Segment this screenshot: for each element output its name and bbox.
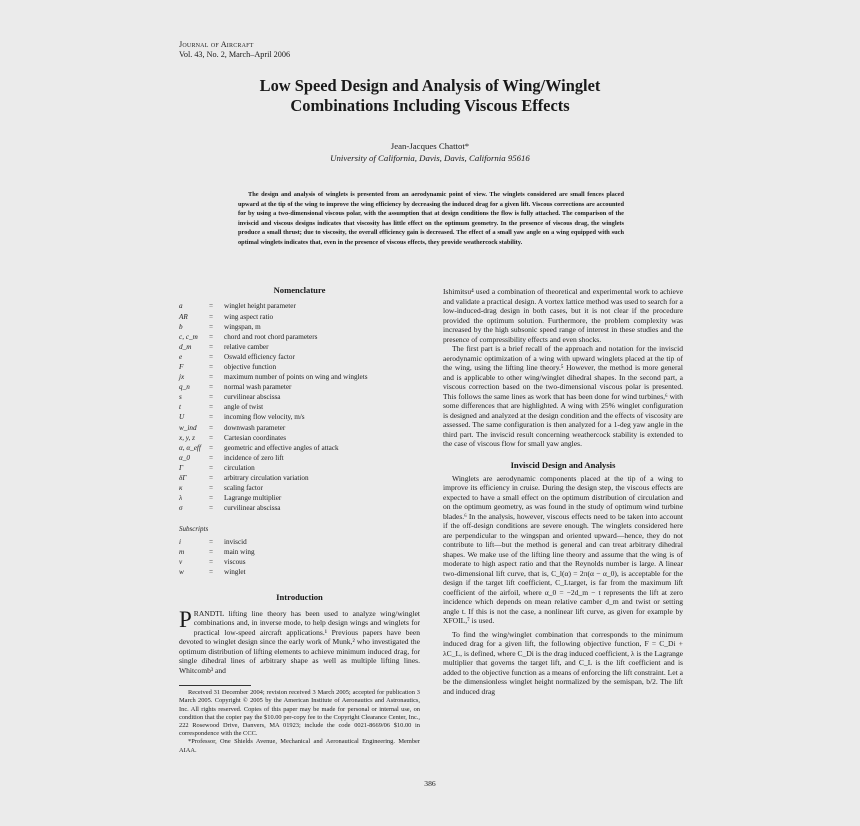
nomenclature-row [179, 443, 420, 453]
right-column [443, 287, 683, 696]
definition: viscous [224, 558, 246, 567]
symbol: b [179, 322, 183, 331]
nomenclature-row [179, 493, 420, 503]
equals-sign: = [209, 393, 214, 402]
symbol: c, c_m [179, 332, 198, 341]
symbol: q_n [179, 383, 190, 392]
symbol: m [179, 547, 185, 556]
author-name: Jean-Jacques Chattot* [390, 141, 470, 151]
paper-title [179, 76, 681, 116]
inviscid-section-heading: Inviscid Design and Analysis [510, 459, 616, 470]
definition: scaling factor [224, 484, 263, 493]
equals-sign: = [209, 312, 214, 321]
symbol: κ [179, 484, 183, 493]
definition: angle of twist [224, 403, 264, 412]
nomenclature-row [179, 372, 420, 382]
nomenclature-row [179, 332, 420, 342]
equals-sign: = [209, 568, 214, 577]
symbol: a [179, 302, 183, 311]
definition: incoming flow velocity, m/s [224, 413, 305, 422]
equals-sign: = [209, 342, 214, 351]
subscripts-label: Subscripts [179, 525, 209, 534]
title-line-1: Low Speed Design and Analysis of Wing/Winglet [259, 76, 601, 95]
nomenclature-heading: Nomenclature [273, 285, 326, 295]
nomenclature-row [179, 312, 420, 322]
symbol: δΓ [179, 474, 187, 483]
nomenclature-row [179, 503, 420, 513]
right-paragraph-4: To find the wing/winglet combination that corresponds to the minimum induced drag for a given lift, the following objective function, F = C_Di + λC_L, is defined, where C_Di is the drag induced coefficient, λ is the Lagrange multiplier that governs the target lift, and C_L is the lift coefficient and is added to the objective function as a means of enforcing the lift constraint. Let a be the dimensionless winglet height normalized by the semispan, b/2. The lift and induced drag [443, 629, 683, 696]
subscript-row [179, 537, 420, 547]
nomenclature-row [179, 392, 420, 402]
equals-sign: = [209, 383, 214, 392]
footnote-professor: *Professor, One Shields Avenue, Mechanical and Aeronautical Engineering. Member AIAA. [179, 738, 420, 754]
subscript-row [179, 557, 420, 567]
equals-sign: = [209, 537, 214, 546]
symbol: w [179, 568, 184, 577]
right-paragraph-1: Ishimitsu⁴ used a combination of theoretical and experimental work to achieve and validate a practical design. A vortex lattice method was used to search for a low-induced-drag design in both cases, but it is not clear if the procedure provided the optimum solution. Furthermore, the problem complexity was increased by the high subsonic speed range of interest in these studies and the presence of compressibility effects and even shocks. [443, 287, 683, 344]
drop-cap: P [179, 606, 192, 632]
right-paragraph-2: The first part is a brief recall of the approach and notation for the inviscid aerodynamic optimization of a wing with upward winglets placed at the tip of the wing, using the lifting line theory.⁵ However, the method is more general and is applicable to other wing/winglet dihedral shapes. In the second part, a viscous correction based on the two-dimensional viscous polar is presented. This follows the same lines as work that has been done for wind turbines,⁶ with some differences that are highlighted. A wing with 25% winglet configuration is designed and analyzed at the design condition and the effects of viscosity are assessed. The same configuration is then analyzed for a 1-deg yaw angle in the third part. The inviscid result concerning weathercock stability is extended to the case of viscous flow for small yaw angles. [443, 344, 683, 448]
definition: curvilinear abscissa [224, 393, 281, 402]
definition: maximum number of points on wing and winglets [224, 373, 368, 382]
journal-name: Journal of Aircraft [179, 40, 254, 49]
equals-sign: = [209, 373, 214, 382]
page-number: 386 [424, 779, 436, 788]
equals-sign: = [209, 413, 214, 422]
left-column [179, 284, 420, 755]
definition: geometric and effective angles of attack [224, 443, 339, 452]
subscript-row [179, 547, 420, 557]
introduction-text: RANDTL lifting line theory has been used to analyze wing/winglet combinations and, in inverse mode, to help design wings and winglets for practical low-speed aircraft applications.¹ Previous papers have been devoted to winglet design since the early work of Munk,² who investigated the optimum distribution of lifting elements to achieve minimum induced drag, for single dihedral lines of arbitrary shape as well as multiple lifting lines. Whitcomb³ and [179, 608, 420, 675]
definition: arbitrary circulation variation [224, 474, 309, 483]
subscripts-table [179, 537, 420, 577]
definition: Cartesian coordinates [224, 433, 287, 442]
symbol: AR [179, 312, 188, 321]
symbol: i [179, 537, 181, 546]
symbol: v [179, 558, 183, 567]
right-paragraph-3: Winglets are aerodynamic components placed at the tip of a wing to improve its efficiency in cruise. During the design step, the viscous effects are expected to have a small effect on the optimum distribution of circulation and on the optimum geometry, as was found in the study of optimum wind turbine blades.⁶ In the analysis, however, viscous effects need to be taken into account if the off-design conditions are severe enough. The winglets considered here are perpendicular to the wingspan and oriented upward—hence, they do not contribute to lift—but the method is general and can treat arbitrary dihedral shapes. We make use of the lifting line theory and assume that the wing is of moderate to high aspect ratio and that the Reynolds number is large. A linear two-dimensional lift curve, that is, C_l(α) = 2π(α − α_0), is acceptable for the design if the target lift coefficient, C_Ltarget, is far from the maximum lift coefficient of the airfoil, where α_0 = −2d_m − t represents the lift at zero incidence which depends on mean relative camber d_m and twist or setting angle t. If this is not the case, a nonlinear lift curve, as given for example by XFOIL,⁷ is used. [443, 473, 683, 626]
introduction-paragraph [179, 606, 420, 676]
equals-sign: = [209, 474, 214, 483]
nomenclature-row [179, 463, 420, 473]
equals-sign: = [209, 558, 214, 567]
definition: incidence of zero lift [224, 453, 284, 462]
footnote-received: Received 31 December 2004; revision received 3 March 2005; accepted for publication 3 March 2005. Copyright © 2005 by the American Institute of Aeronautics and Astronautics, Inc. All rights reserved. Copies of this paper may be made for personal or internal use, on condition that the copier pay the $10.00 per-copy fee to the Copyright Clearance Center, Inc., 222 Rosewood Drive, Danvers, MA 01923; include the code 0021-8669/06 $10.00 in correspondence with the CCC. [179, 689, 420, 738]
symbol: s [179, 393, 182, 402]
introduction-heading: Introduction [276, 592, 323, 603]
author-affiliation: University of California, Davis, Davis, California 95616 [330, 153, 530, 163]
nomenclature-row [179, 301, 420, 311]
equals-sign: = [209, 443, 214, 452]
definition: winglet [224, 568, 246, 577]
definition: chord and root chord parameters [224, 332, 318, 341]
equals-sign: = [209, 504, 214, 513]
definition: wing aspect ratio [224, 312, 274, 321]
equals-sign: = [209, 494, 214, 503]
definition: main wing [224, 547, 255, 556]
symbol: α_0 [179, 453, 190, 462]
definition: inviscid [224, 537, 247, 546]
title-line-2: Combinations Including Viscous Effects [290, 96, 570, 115]
nomenclature-row [179, 382, 420, 392]
definition: normal wash parameter [224, 383, 292, 392]
symbol: d_m [179, 342, 192, 351]
definition: curvilinear abscissa [224, 504, 281, 513]
equals-sign: = [209, 453, 214, 462]
nomenclature-row [179, 412, 420, 422]
symbol: F [179, 363, 184, 372]
symbol: Γ [179, 463, 184, 472]
equals-sign: = [209, 363, 214, 372]
nomenclature-row [179, 483, 420, 493]
nomenclature-row [179, 423, 420, 433]
definition: objective function [224, 363, 277, 372]
nomenclature-row [179, 352, 420, 362]
definition: winglet height parameter [224, 302, 296, 311]
symbol: w_ind [179, 423, 197, 432]
equals-sign: = [209, 302, 214, 311]
subscript-row [179, 567, 420, 577]
definition: circulation [224, 463, 255, 472]
definition: relative camber [224, 342, 269, 351]
equals-sign: = [209, 332, 214, 341]
equals-sign: = [209, 352, 214, 361]
nomenclature-row [179, 433, 420, 443]
symbol: α, α_eff [179, 443, 201, 452]
nomenclature-row [179, 453, 420, 463]
equals-sign: = [209, 403, 214, 412]
symbol: x, y, z [179, 433, 195, 442]
equals-sign: = [209, 484, 214, 493]
equals-sign: = [209, 547, 214, 556]
equals-sign: = [209, 433, 214, 442]
nomenclature-row [179, 342, 420, 352]
journal-issue: Vol. 43, No. 2, March–April 2006 [179, 50, 291, 59]
symbol: t [179, 403, 181, 412]
footnote-rule [179, 685, 251, 686]
nomenclature-row [179, 322, 420, 332]
definition: wingspan, m [224, 322, 261, 331]
symbol: λ [179, 494, 183, 503]
nomenclature-row [179, 473, 420, 483]
symbol: e [179, 352, 183, 361]
abstract: The design and analysis of winglets is presented from an aerodynamic point of view. The winglets considered are small fences placed upward at the tip of the wing to improve the wing efficiency by decreasing the induced drag for a given lift. Viscous corrections are accounted for by using a two-dimensional viscous polar, with the assumption that at design conditions the flow is fully attached. The comparison of the inviscid and viscous designs indicates that viscosity has little effect on the optimum geometry. In the presence of viscous drag, the winglets produce a small thrust; due to viscosity, the overall efficiency gain is decreased. The effect of a small yaw angle on a wing equipped with such optimal winglets indicates that, even in the presence of viscous effects, they provide weathercock stability. [238, 191, 624, 246]
symbol: σ [179, 504, 183, 513]
journal-header [179, 40, 290, 60]
symbol: jx [179, 373, 185, 382]
equals-sign: = [209, 322, 214, 331]
symbol: U [179, 413, 185, 422]
nomenclature-row [179, 362, 420, 372]
equals-sign: = [209, 463, 214, 472]
nomenclature-row [179, 402, 420, 412]
definition: Oswald efficiency factor [224, 352, 295, 361]
author-block [179, 140, 681, 164]
equals-sign: = [209, 423, 214, 432]
nomenclature-table [179, 301, 420, 513]
definition: downwash parameter [224, 423, 286, 432]
definition: Lagrange multiplier [224, 494, 282, 503]
